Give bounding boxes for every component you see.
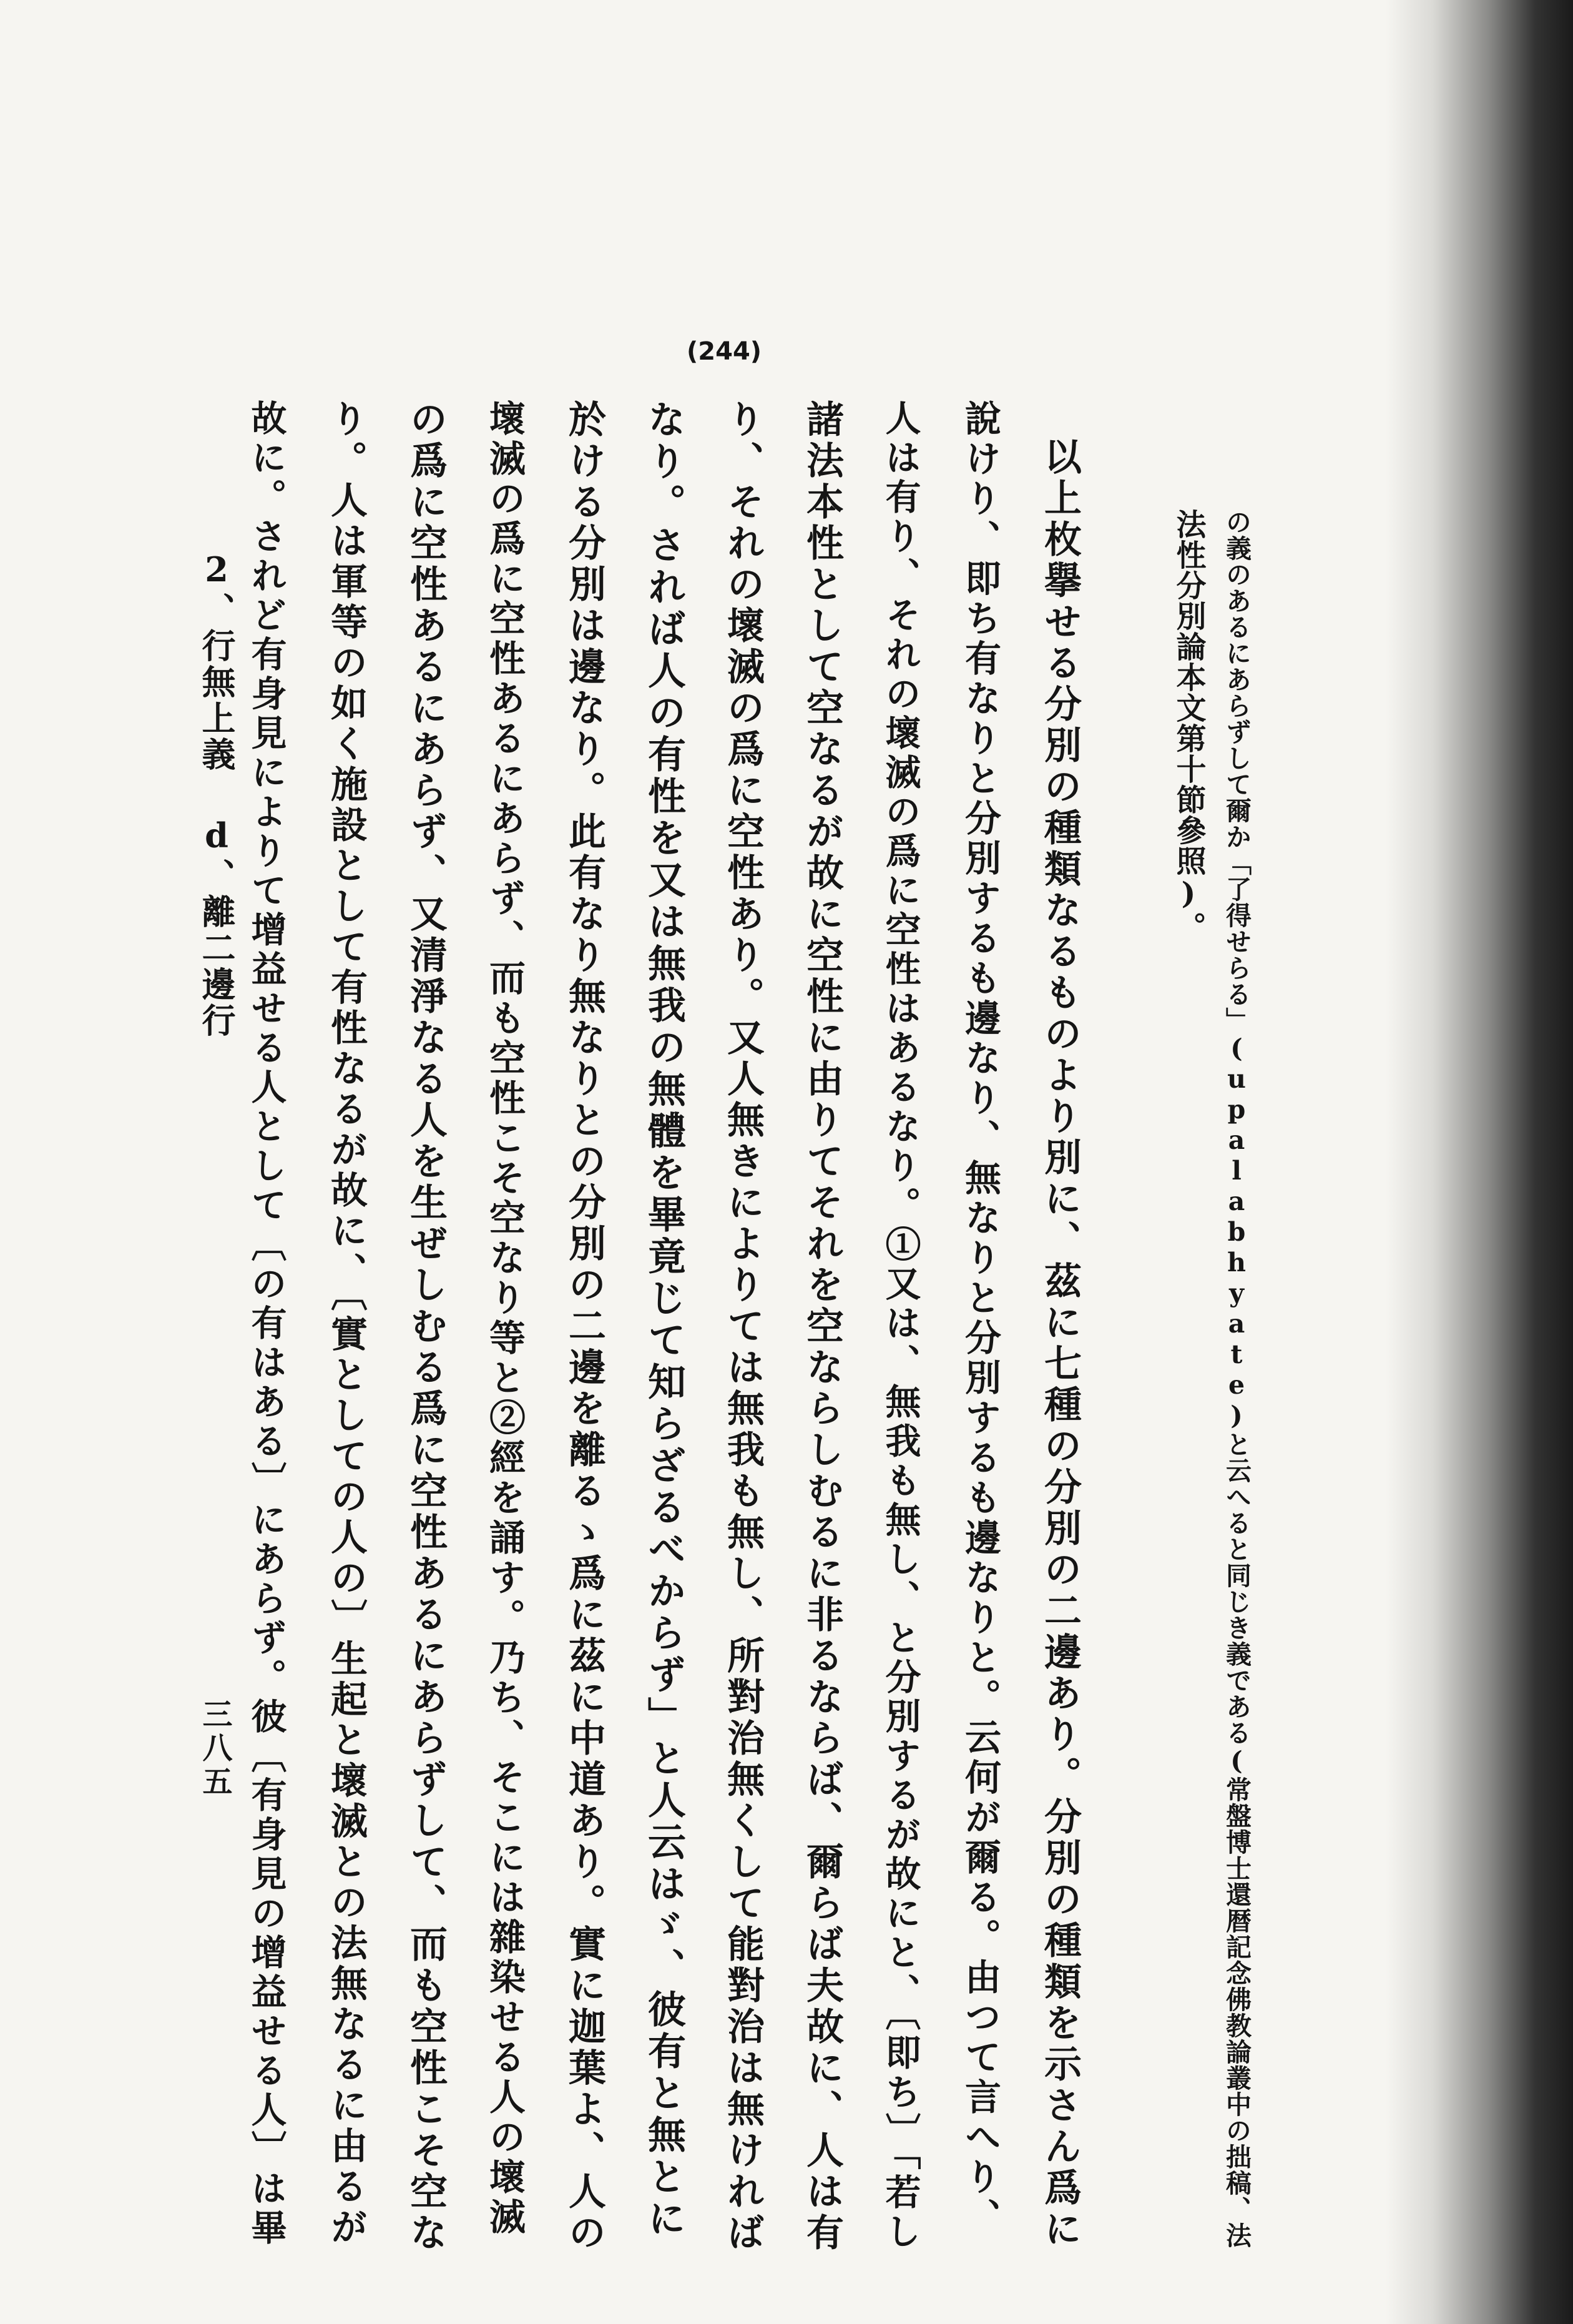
body-line-2: 說けり、即ち有なりと分別するも邊なり、無なりと分別するも邊なりと。云何が爾る。由つて言へり、 xyxy=(959,400,1001,2238)
body-line-7: 於ける分別は邊なり。此有なり無なりとの分別の二邊を離るゝ爲に茲に中道あり。實に迦葉よ、人の xyxy=(562,400,606,2254)
body-line-11: 故に。されど有身見によりて增益せる人として〔の有はある〕にあらず。彼〔有身見の增益せる人〕は畢 xyxy=(245,400,287,2248)
body-line-5: り、それの壞滅の爲に空性あり。又人無きによりては無我も無し、所對治無くして能對治は無ければ xyxy=(721,400,765,2254)
page-number: (244) xyxy=(687,337,762,366)
running-footer: 2、行無上義 d、離二邊行 xyxy=(197,549,237,1039)
body-line-10: り。人は軍等の如く施設として有性なるが故に、〔實としての人の〕生起と壞滅との法無なるに由るが xyxy=(325,400,368,2248)
body-line-6: なり。されば人の有性を又は無我の無體を畢竟じて知らざるべからず」と人云はゞ、彼有と無とに xyxy=(642,400,686,2240)
note-line-1: の義のあるにあらずして爾か「了得せらる」(upalabhyate)と云へると同じき義である(常盤博士還暦記念佛教論叢中の拙稿、法 xyxy=(1222,509,1252,2248)
note-line-2: 法性分別論本文第十節參照)。 xyxy=(1171,509,1206,942)
body-line-3: 人は有り、それの壞滅の爲に空性はあるなり。①又は、無我も無し、と分別するが故にと、〔即ち〕「若し xyxy=(880,400,921,2252)
body-line-8: 壞滅の爲に空性あるにあらず、而も空性こそ空なり等と②經を誦す。乃ち、そこには雜染せる人の壞滅 xyxy=(483,400,526,2238)
body-line-9: の爲に空性あるにあらず、又清淨なる人を生ぜしむる爲に空性あるにあらずして、而も空性こそ空な xyxy=(404,400,448,2254)
body-line-4: 諸法本性として空なるが故に空性に由りてそれを空ならしむるに非るならば、爾らば夫故に、人は有 xyxy=(800,400,844,2254)
body-line-1: 以上枚擧せる分別の種類なるものより別に、茲に七種の分別の二邊あり。分別の種類を示さん爲に xyxy=(1038,437,1082,2250)
binding-shadow xyxy=(1386,0,1573,2324)
folio-number: 三八五 xyxy=(197,1698,232,1800)
